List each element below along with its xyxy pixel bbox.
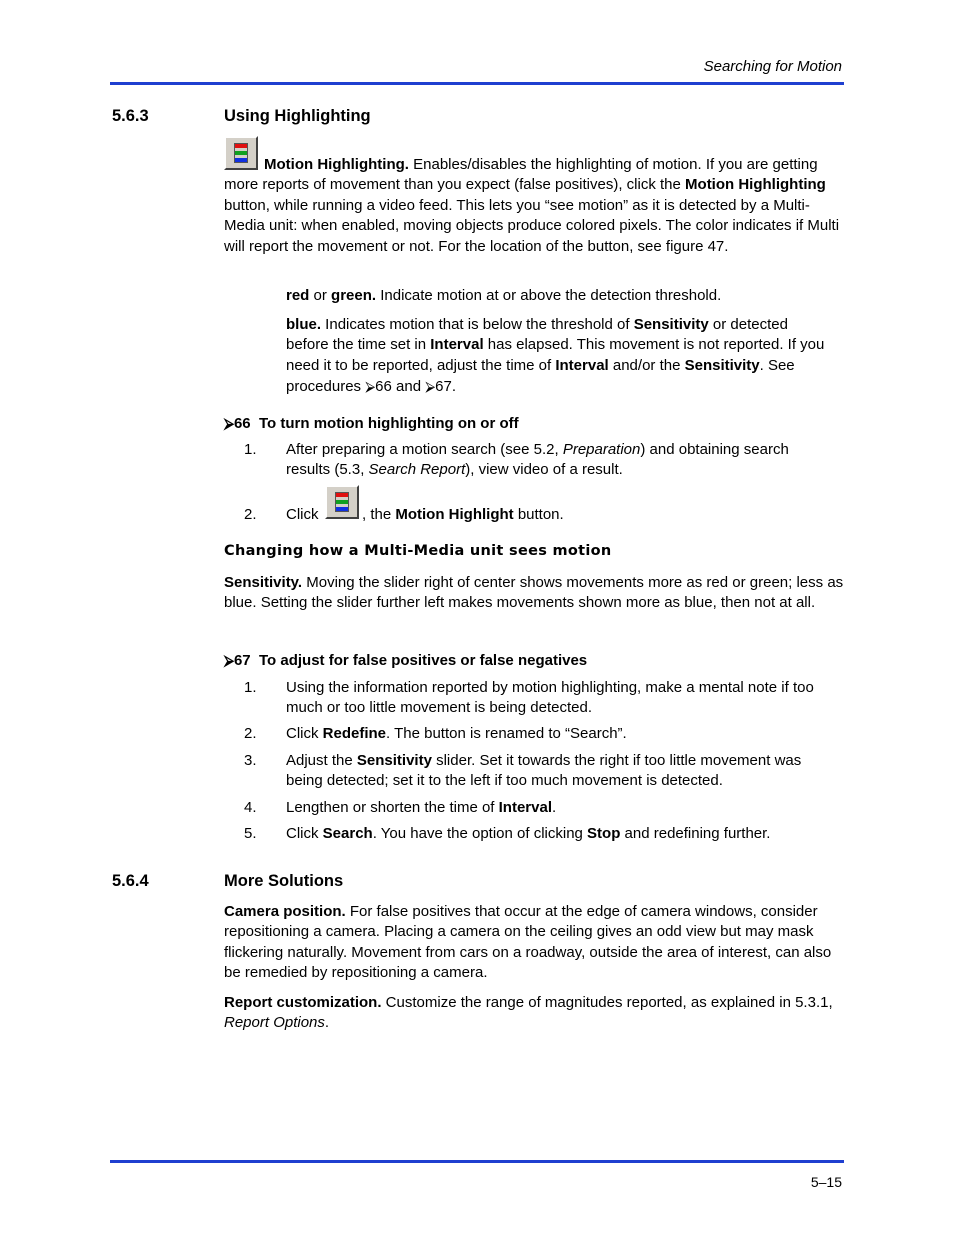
procedure-arrow-icon: ⮚ bbox=[365, 378, 376, 395]
section-title-563: Using Highlighting bbox=[224, 107, 371, 125]
step-number: 2. bbox=[244, 506, 257, 523]
sensitivity-paragraph: Sensitivity. Moving the slider right of center shows movements more as red or green; less as blue. Setting the slider further left makes movements shown more as blue, then not at all. bbox=[224, 574, 844, 612]
procedure-66-heading: ⮚66 To turn motion highlighting on or off bbox=[224, 415, 519, 432]
footer-rule bbox=[110, 1160, 844, 1163]
motion-highlighting-term: Motion Highlighting. bbox=[264, 156, 409, 173]
step-text: Using the information reported by motion highlighting, make a mental note if too much or too little movement is being detected. bbox=[286, 679, 814, 717]
step-number: 4. bbox=[244, 799, 257, 816]
step-number: 3. bbox=[244, 752, 257, 769]
step-text: Click bbox=[286, 506, 319, 523]
procedure-arrow-icon: ⮚ bbox=[224, 652, 234, 668]
step-text: Adjust the Sensitivity slider. Set it towards the right if too little movement was being detected; set it to the left if too much movement is detected. bbox=[286, 752, 802, 790]
motion-highlight-icon bbox=[325, 485, 359, 519]
section-number-564: 5.6.4 bbox=[112, 872, 149, 890]
section-number-563: 5.6.3 bbox=[112, 107, 149, 125]
step-text-continued: , the Motion Highlight button. bbox=[362, 506, 564, 523]
procedure-arrow-icon: ⮚ bbox=[224, 415, 234, 431]
motion-highlighting-paragraph: Motion Highlighting. Enables/disables the highlighting of motion. If you are getting more reports of movement than you expect (false positives), click the Motion Highlighting button, while running a video feed. This lets you “see motion” as it is detected by a Multi-Media unit: when enabled, moving objects produce colored pixels. The color indicates if Multi will report the movement or not. For the location of the button, see figure 47. bbox=[224, 156, 840, 255]
step-text: Click Redefine. The button is renamed to “Search”. bbox=[286, 725, 627, 742]
step-text: Click Search. You have the option of clicking Stop and redefining further. bbox=[286, 825, 771, 842]
procedure-67-heading: ⮚67 To adjust for false positives or false negatives bbox=[224, 652, 588, 669]
header-rule bbox=[110, 82, 844, 85]
blue-paragraph: blue. Indicates motion that is below the threshold of Sensitivity or detected before the time set in Interval has elapsed. This movement is not reported. If you need it to be reported, adjust the time of Interval and/or the Sensitivity. See procedures ⮚66 and ⮚67. bbox=[286, 316, 825, 396]
red-green-paragraph: red or green. Indicate motion at or above the detection threshold. bbox=[286, 287, 722, 304]
camera-position-paragraph: Camera position. For false positives that occur at the edge of camera windows, consider repositioning a camera. Placing a camera on the ceiling gives an odd view but may mask flickering naturally. Movement from cars on a roadway, outside the area of interest, can also be remedied by repositioning a camera. bbox=[224, 903, 832, 982]
running-header: Searching for Motion bbox=[703, 58, 842, 75]
page-number: 5–15 bbox=[810, 1174, 842, 1190]
step-number: 2. bbox=[244, 725, 257, 742]
step-number: 1. bbox=[244, 441, 257, 458]
section-title-564: More Solutions bbox=[224, 872, 344, 890]
report-customization-paragraph: Report customization. Customize the range of magnitudes reported, as explained in 5.3.1, Report Options. bbox=[224, 994, 833, 1032]
step-text: Lengthen or shorten the time of Interval. bbox=[286, 799, 557, 816]
changing-heading: Changing how a Multi-Media unit sees motion bbox=[224, 543, 612, 559]
step-number: 5. bbox=[244, 825, 257, 842]
step-number: 1. bbox=[244, 679, 257, 696]
procedure-arrow-icon: ⮚ bbox=[425, 378, 436, 395]
step-text: After preparing a motion search (see 5.2, Preparation) and obtaining search results (5.3, Search Report), view video of a result. bbox=[286, 441, 789, 479]
